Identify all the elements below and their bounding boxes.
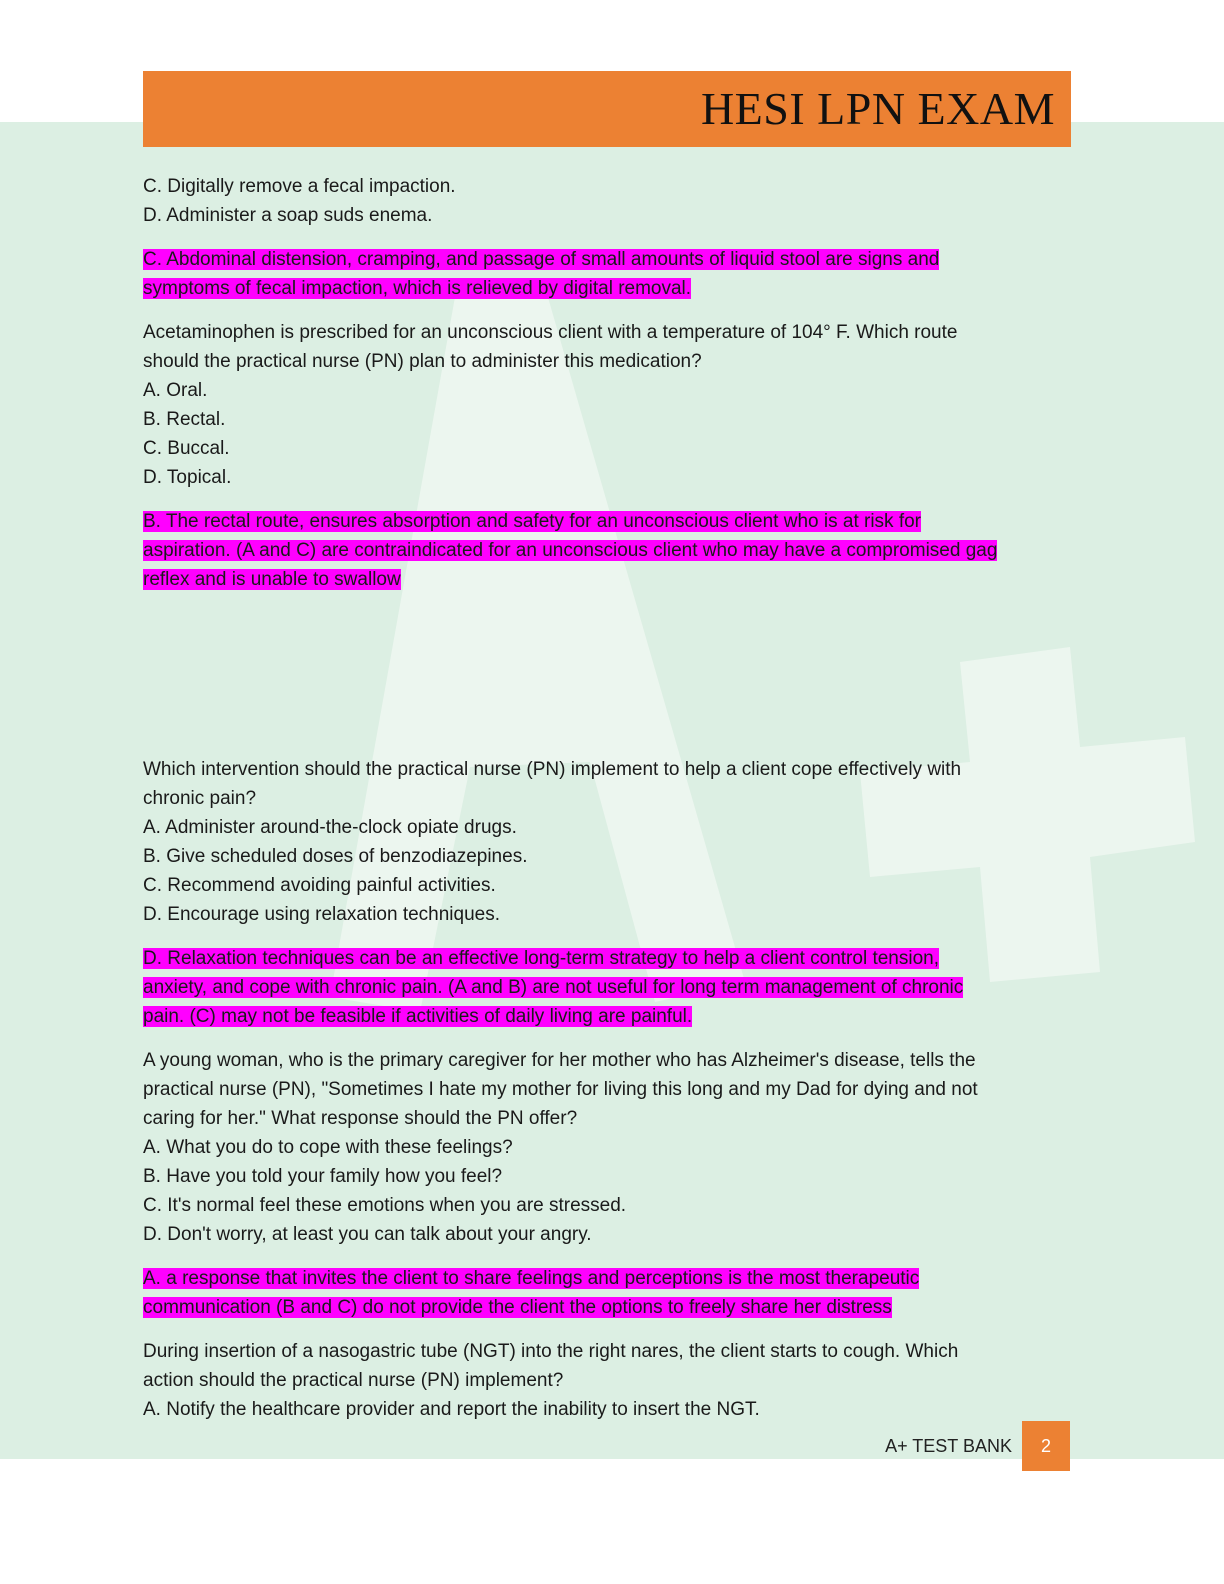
option: C. Digitally remove a fecal impaction. [143, 176, 456, 197]
document-title: HESI LPN EXAM [700, 83, 1055, 134]
question-line: During insertion of a nasogastric tube (NGT) into the right nares, the client starts to cough. Which [143, 1341, 959, 1362]
document-body [143, 172, 1073, 1439]
answer-line: symptoms of fecal impaction, which is relieved by digital removal. [143, 278, 692, 299]
answer-3 [143, 1264, 1073, 1322]
question-line: caring for her." What response should the PN offer? [143, 1108, 578, 1129]
answer-line: A. a response that invites the client to share feelings and perceptions is the most therapeutic [143, 1268, 920, 1289]
question-line: action should the practical nurse (PN) implement? [143, 1370, 564, 1391]
answer-1 [143, 507, 1073, 594]
option: D. Don't worry, at least you can talk about your angry. [143, 1224, 592, 1245]
question-0-options [143, 172, 1073, 230]
blank-space [143, 609, 1073, 755]
answer-line: anxiety, and cope with chronic pain. (A and B) are not useful for long term management of chronic [143, 977, 964, 998]
option: D. Encourage using relaxation techniques. [143, 904, 501, 925]
option: B. Give scheduled doses of benzodiazepines. [143, 846, 528, 867]
option: B. Have you told your family how you feel? [143, 1166, 503, 1187]
answer-2 [143, 944, 1073, 1031]
question-line: A young woman, who is the primary caregiver for her mother who has Alzheimer's disease, tells the [143, 1050, 976, 1071]
option: C. Buccal. [143, 438, 230, 459]
answer-line: communication (B and C) do not provide the client the options to freely share her distress [143, 1297, 892, 1318]
option: C. Recommend avoiding painful activities. [143, 875, 496, 896]
option: D. Topical. [143, 467, 232, 488]
answer-line: reflex and is unable to swallow [143, 569, 401, 590]
answer-line: aspiration. (A and C) are contraindicated for an unconscious client who may have a compromised gag [143, 540, 998, 561]
answer-line: pain. (C) may not be feasible if activities of daily living are painful. [143, 1006, 693, 1027]
answer-line: D. Relaxation techniques can be an effective long-term strategy to help a client control tension, [143, 948, 939, 969]
answer-0 [143, 245, 1073, 303]
header-bar [143, 71, 1071, 147]
question-line: Which intervention should the practical nurse (PN) implement to help a client cope effectively with [143, 759, 962, 780]
question-line: Acetaminophen is prescribed for an unconscious client with a temperature of 104° F. Which route [143, 322, 958, 343]
option: A. Oral. [143, 380, 208, 401]
question-line: should the practical nurse (PN) plan to administer this medication? [143, 351, 702, 372]
question-4 [143, 1337, 1073, 1424]
question-3 [143, 1046, 1073, 1249]
option: A. Notify the healthcare provider and report the inability to insert the NGT. [143, 1399, 760, 1420]
option: D. Administer a soap suds enema. [143, 205, 433, 226]
answer-line: B. The rectal route, ensures absorption and safety for an unconscious client who is at risk for [143, 511, 921, 532]
option: B. Rectal. [143, 409, 226, 430]
option: A. Administer around-the-clock opiate drugs. [143, 817, 517, 838]
answer-line: C. Abdominal distension, cramping, and passage of small amounts of liquid stool are signs and [143, 249, 940, 270]
question-line: chronic pain? [143, 788, 257, 809]
question-line: practical nurse (PN), "Sometimes I hate my mother for living this long and my Dad for dying and not [143, 1079, 978, 1100]
question-2 [143, 755, 1073, 929]
option: A. What you do to cope with these feelings? [143, 1137, 513, 1158]
footer-label: A+ TEST BANK [885, 1436, 1012, 1456]
option: C. It's normal feel these emotions when you are stressed. [143, 1195, 627, 1216]
page-number: 2 [1022, 1421, 1070, 1471]
question-1 [143, 318, 1073, 492]
